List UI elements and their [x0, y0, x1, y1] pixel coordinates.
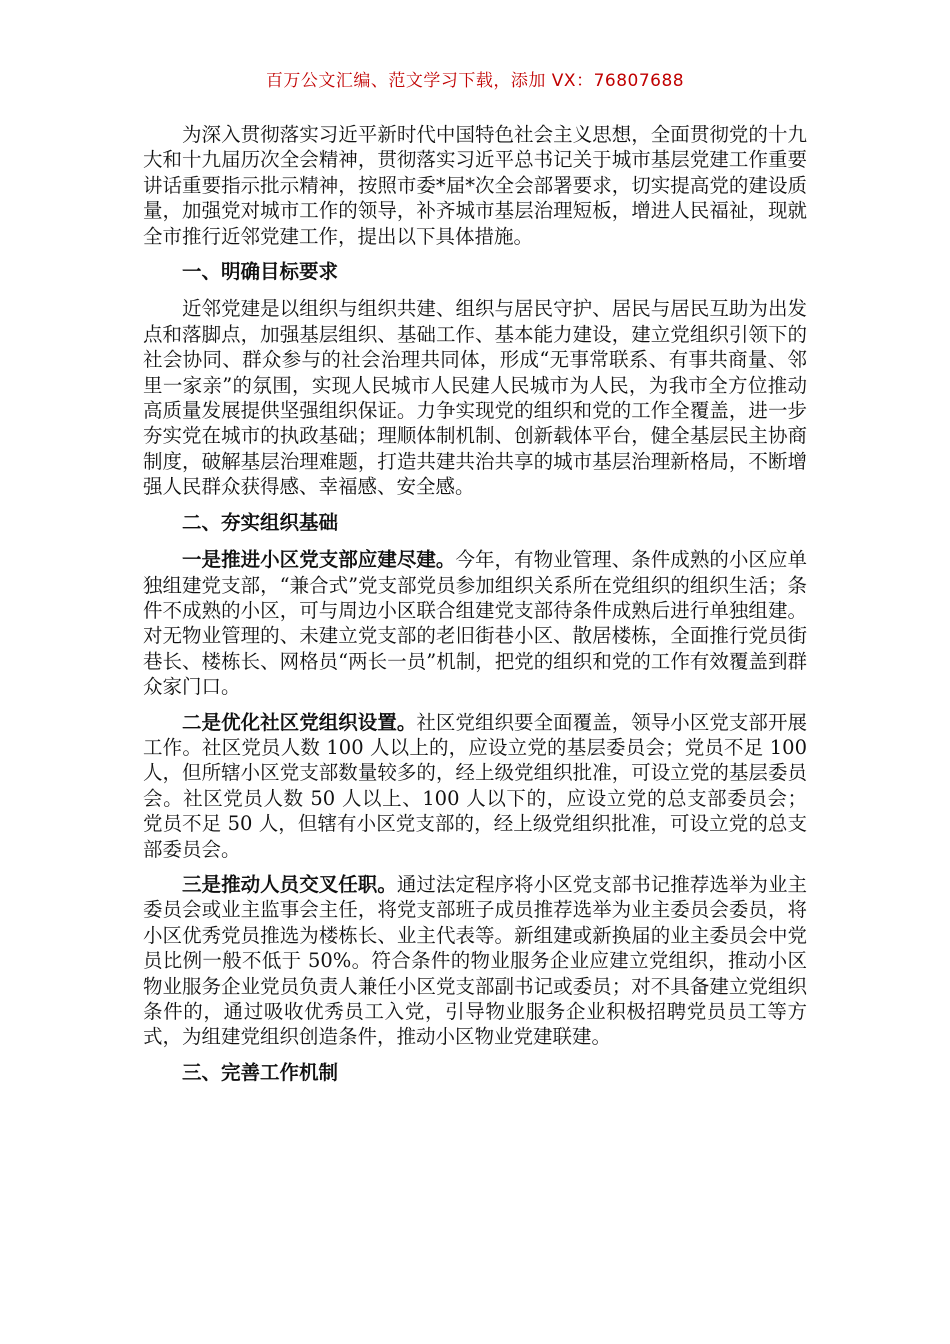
section-heading-2: 二、夯实组织基础 [182, 510, 339, 534]
header-banner: 百万公文汇编、范文学习下载，添加 VX：76807688 [265, 71, 685, 91]
item-3-text: 通过法定程序将小区党支部书记推荐选举为业主委员会或业主监事会主任，将党支部班子成员推荐选举为业主委员会委员，将小区优秀党员推选为楼栋长、业主代表等。新组建或新换届的业主委员会中党员比例一般不低于 50%。符合条件的物业服务企业应建立党组织，推动小区物业服务企业党员负责人兼任小区党支部副书记或委员；对不具备建立党组织条件的，通过吸收优秀员工入党，引导物业服务企业积极招聘党员员工等方式，为组建党组织创造条件，推动小区物业党建联建。 [143, 872, 807, 1049]
section-heading-1: 一、明确目标要求 [182, 260, 339, 284]
item-3-lead: 三是推动人员交叉任职。 [182, 872, 397, 896]
item-2-lead: 二是优化社区党组织设置。 [182, 710, 417, 734]
section-2-item-1 [143, 547, 807, 699]
item-1-text: 今年，有物业管理、条件成熟的小区应单独组建党支部，“兼合式”党支部党员参加组织关系所在党组织的组织生活；条件不成熟的小区，可与周边小区联合组建党支部待条件成熟后进行单独组建。对无物业管理的、未建立党支部的老旧街巷小区、散居楼栋，全面推行党员街巷长、楼栋长、网格员“两长一员”机制，把党的组织和党的工作有效覆盖到群众家门口。 [143, 548, 807, 699]
item-2-text: 社区党组织要全面覆盖，领导小区党支部开展工作。社区党员人数 100 人以上的，应设立党的基层委员会；党员不足 100 人，但所辖小区党支部数量较多的，经上级党组织批准，可设立党的基层委员会。社区党员人数 50 人以上、100 人以下的，应设立党的总支部委员会；党员不足 50 人，但辖有小区党支部的，经上级党组织批准，可设立党的总支部委员会。 [143, 710, 807, 861]
document-body [143, 122, 807, 1097]
item-1-lead: 一是推进小区党支部应建尽建。 [182, 548, 456, 572]
section-heading-3: 三、完善工作机制 [182, 1060, 339, 1084]
section-2-item-2 [143, 710, 807, 862]
section-1-paragraph: 近邻党建是以组织与组织共建、组织与居民守护、居民与居民互助为出发点和落脚点，加强基层组织、基础工作、基本能力建设，建立党组织引领下的社会协同、群众参与的社会治理共同体，形成“无事常联系、有事共商量、邻里一家亲”的氛围，实现人民城市人民建人民城市为人民，为我市全方位推动高质量发展提供坚强组织保证。力争实现党的组织和党的工作全覆盖，进一步夯实党在城市的执政基础；理顺体制机制、创新载体平台，健全基层民主协商制度，破解基层治理难题，打造共建共治共享的城市基层治理新格局，不断增强人民群众获得感、幸福感、安全感。 [143, 297, 807, 499]
intro-paragraph: 为深入贯彻落实习近平新时代中国特色社会主义思想，全面贯彻党的十九大和十九届历次全会精神，贯彻落实习近平总书记关于城市基层党建工作重要讲话重要指示批示精神，按照市委*届*次全会部署要求，切实提高党的建设质量，加强党对城市工作的领导，补齐城市基层治理短板，增进人民福祉，现就全市推行近邻党建工作，提出以下具体措施。 [143, 123, 807, 248]
section-2-item-3 [143, 872, 807, 1050]
